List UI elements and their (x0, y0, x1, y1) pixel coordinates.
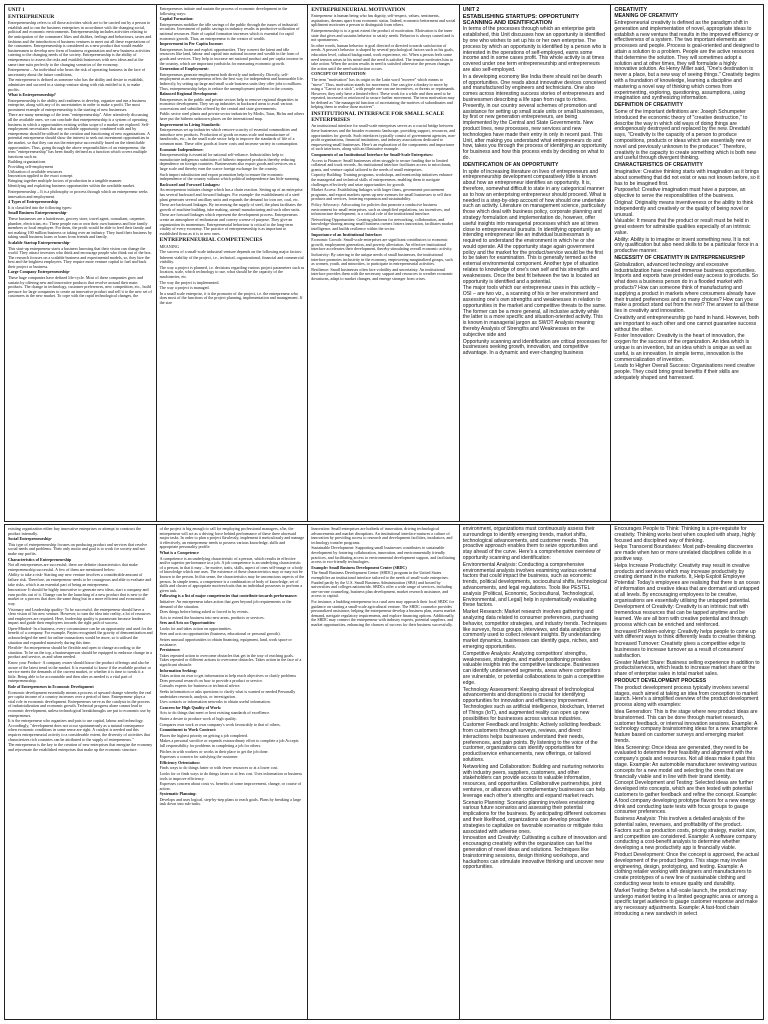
paragraph: Identifying and exploiting business opportunities within the available market. (8, 183, 135, 189)
paragraph: Entrepreneurs initiate and sustain the process of economic development in the following ways: (159, 6, 288, 16)
paragraph: Scenario Planning: Scenario planning involves envisioning various future scenarios and assessing their potential implications for the business. By anticipating different outcomes and their likelihood, organizations can develop proactive strategies to capitalize on favorable scenarios or mitigate risks associated with adverse ones. (462, 799, 606, 835)
bottom-half (4, 524, 764, 1020)
paragraph: Market Testing: Before a full-scale launch, the product may undergo market testing in a limited geographic area or among a specific target audience to gauge customer response and make any necessary adjustments. Example: A fast-food chain introducing a new sandwich in select (614, 887, 758, 917)
paragraph: The entrepreneur is the key to the creation of new enterprises that energize the economy and rejuvenate the established enterprises that make up the economic structure. (8, 742, 153, 752)
paragraph: Expresses a concern for satisfying the customer. (159, 754, 239, 760)
paragraph: Increased Turnover: Creativity gives a competitive edge to businesses to increase turnover as a result of consumers' satisfaction. (614, 641, 746, 659)
paragraph: These businesses are a hairdresser, grocery store, travel agent, consultant, carpenter, plumber, electrician, etc. These people run or own their own business and hire family members or local employee. For them, the profit would be able to feed their family and not making 100 million business or taking over an industry. They fund their business by taking small business loans or loans from friends and family. (8, 215, 152, 240)
paragraph: Uses contacts or information networks to obtain useful information. (159, 699, 271, 705)
subheading: Persistence: (159, 647, 181, 653)
subheading: Concern for High Quality of Work: (159, 704, 222, 710)
subheading: MEANING OF CREATIVITY (614, 13, 679, 20)
paragraph: Entrepreneurial creativity is defined as the paradigm shift in generation and implementation of novel, appropriate ideas to establish a new venture that results in the improved efficiency or effectiveness of a system. The two important elements are processes and people. Process is goal-oriented and designed to attain a solution to a problem. People are the active resources that determine the solution. They will sometimes adopt a solution and at other times, they will formulate a highly innovative solution. As Henry Miller said, "One's destination is never a place, but a new way of seeing things." Creativity begins with a foundation of knowledge, learning a discipline and mastering a novel way of thinking which comes from experimenting, exploring, questioning, assumptions, using imagination and synthesizing information. (614, 20, 760, 102)
paragraph: Places the highest priority on getting a job completed. (159, 732, 248, 738)
paragraph: Valuable: It means that the product or result must be held in great esteem for admirable qualities especially of an intrinsic value. (614, 218, 751, 236)
subheading: Scalable Startup Entrepreneurship- (8, 239, 71, 245)
paragraph: environment, organizations must continuously assess their surroundings to identify emerging trends, market shifts, technological advancements, and customer needs. This proactive approach enables them to seize opportunities and stay ahead of the curve. Here's a comprehensive overview of opportunity scanning and identification: (462, 526, 601, 561)
subheading: Commitment to Work Contract: (159, 727, 217, 733)
paragraph: The major tools which our entrepreneur uses in this activity – OSI – are two viz., a scanning of his or her environment and assessing one's own strengths and weaknesses in relation to opportunities in the market and competitive threats to the same. The former can be a more general, all inclusive activity while the latter is a more specific and situation-oriented activity. This is known in managerial jargon as SWOT Analysis meaning thereby Analysis of Strengths and Weaknesses on the subjective side and (462, 285, 607, 338)
paragraph: Customer Feedback and Insights: Actively soliciting feedback from customers through surveys, reviews, and direct interactions helps businesses understand their needs, preferences, and pain points. By listening to the voice of the customer, organizations can identify opportunities for product/service enhancements, new offerings, or tailored solutions. (462, 722, 601, 764)
paragraph: These huge companies have defined life-cycle. Most of these companies grow and sustain by offering new and innovative products that revolve around their main products. The change in technology, customer preferences, new competition, etc., build pressure for large companies to create an innovative product and sell it to the new set of customers in the new market. To cope with the rapid technological changes, the (8, 275, 152, 299)
paragraph: Technology Assessment: Keeping abreast of technological advancements and disruptions is crucial for identifying opportunities for innovation and efficiency improvement. Technologies such as artificial intelligence, blockchain, Internet of Things (IoT), and augmented reality can open up new possibilities for businesses across various industries. (462, 686, 605, 722)
subheading: What is a Competence (159, 549, 199, 555)
paragraph: Pitches in with workers or works in their place to get the job done. (159, 748, 269, 754)
subheading: Example: Small Business Development Center (SBDC) (311, 564, 407, 570)
paragraph: Economic Growth: Small-scale enterprises are significant contributors to economic growth, employment generation, and poverty alleviation. An effective institutional interface accelerates their development, thereby stimulating overall economic activity. (311, 237, 453, 252)
paragraph: Environmental Analysis: Conducting a comprehensive environmental analysis involves examining various external factors that could impact the business, such as economic trends, political developments, sociocultural shifts, technological advancements, and legal regulations. Tools like PESTEL analysis (Political, Economic, Sociocultural, Technological, Environmental, and Legal) help in systematically evaluating these factors. (462, 561, 607, 609)
subheading: IDENTIFICATION OF AN OPPORTUNITY (462, 161, 559, 168)
paragraph: Greater Market Share: Business selling experience in addition to products/services, which leads to increase market share or the share of enterprise sales in total market sales. (614, 659, 760, 678)
paragraph: Know your Product- A company owner should know the product offerings and also be aware of the latest trend in the market. It is essential to know if the available product or service meets the demands of the current market, or whether it is time to tweak it a little. Being able to be accountable and then alter as needed is a vital part of entrepreneurship. (8, 660, 152, 684)
paragraph: In a developing economy like India there should not be dearth of opportunities. One reads about innovative devices conceived and manufactured by engineers and technicians. One also comes across interesting success stories of entrepreneurs and businessmen describing a life span from rags to riches. Presently, in our country several schemes of promotion and assistance for setting up small scale units or small businesses, by first or new generation entrepreneurs, are being implemented by the Central and State Governments. New product lines, new processes, new services and new technologies have made their entry in only in recent past. This Unit, after making you understand what entrepreneurs do and how, takes you through the process of identifying an opportunity for business and how this process ends by deciding on what to do. (462, 73, 607, 161)
subheading: CONCEPT OF MOTIVATION (311, 71, 366, 77)
subheading: Generation of Employment: (159, 66, 209, 72)
paragraph: Increased Problem-solving: Creativity helps people to come up with different ways to think differently leads to creative thinking. (614, 628, 757, 641)
paragraph: States a desire to produce work of high quality. (159, 715, 237, 721)
paragraph: Consults experts for business or technical advice. (159, 683, 241, 689)
top-half (4, 4, 764, 522)
subheading: Role of Entrepreneurs in Economic Development (8, 684, 94, 689)
top-column-1 (5, 5, 157, 521)
top-column-2 (157, 5, 309, 521)
paragraph: Takes repeated action to overcome obstacles that get in the way of reaching goals. Takes repeated or different actions to overcome obstacles. Takes action in the face of a significant obstacle. (159, 652, 302, 668)
paragraph: Expresses concern about costs vs. benefits of some improvement, change, or course of action. (159, 781, 302, 791)
paragraph: Entrepreneurship is essential for national self-reliance. Industrialists help to manufacture indigenous substitutes of hitherto imported products thereby reducing dependence on foreign countries. Businessmen also export goods and services on a large scale and thereby earn the scarce foreign exchange for the country. (159, 152, 296, 171)
paragraph: It is classified into the following types: (8, 204, 72, 210)
bottom-column-2 (157, 525, 309, 1019)
paragraph: Capacity Building: Training programs, workshops, and mentorship initiatives enhance the managerial and technical skills of entrepreneurs, enabling them to navigate challenges effectively and seize opportunities for growth. (311, 172, 453, 187)
paragraph: Market Research: Market research involves gathering and analyzing data related to consumer preferences, purchasing behavior, competitor strategies, and industry trends. Techniques like surveys, focus groups, interviews, and data analytics are commonly used to collect relevant insights. By understanding market dynamics, businesses can identify gaps, niches, and emerging opportunities. (462, 609, 607, 650)
subheading: Characteristics of Entrepreneurship (8, 556, 72, 562)
paragraph: Resilience: Small businesses often face volatility and uncertainty. An institutional interface provides them with the necessary support and resources to weather economic downturns, adapt to market changes, and emerge stronger from crises. (311, 266, 453, 281)
subheading: Improvement in Per Capita Income: (159, 41, 224, 47)
subheading: Social Entrepreneurship- (8, 536, 53, 542)
paragraph: Entrepreneurs locate and exploit opportunities. They convert the latent and idle resources like land, labour and capital into national income and wealth in the form of goods and services. They help to increase net national product and per capita income in the country, which are important yardsticks for measuring economic growth. (159, 46, 303, 66)
section-title: ENTREPRENEUR (8, 14, 55, 20)
paragraph: Foster Innovation: Creativity is the heart of innovation, the oxygen for the success of the organization. An idea which is unique is an invention, but an idea which is unique as well as useful, is an innovation. In simple terms, innovation is the commercialization of invention. (614, 333, 752, 363)
subheading: What is Entrepreneurship? (8, 92, 56, 98)
paragraph: Innovation and Creativity: Cultivating a culture of innovation and encouraging creativity within the organization can fuel the generation of novel ideas and solutions. Techniques like brainstorming sessions, design thinking workshops, and hackathons can stimulate innovative thinking and uncover new opportunities. (462, 835, 607, 871)
paragraph: Concept Development and Testing: Selected ideas are further developed into concepts, which are then tested with potential customers to gather feedback and refine the concept. Example: A food company developing prototype flavors for a new energy drink and conducting taste tests with focus groups to gauge consumer preferences. (614, 780, 758, 816)
unit-label: UNIT 1 (8, 7, 25, 13)
paragraph: The term "motivation" has its origin in the Latin word "movere" which means to "move". Thus, motivation stands for movement. One can give a donkey to move by using a "Carrot or a stick", with people one can use incentives, or threats or reprimands. However, they only have a limited effect. These work for a while and then need to be repeated, increased or reinforced to secure further movement. The term motivation may be defined as "the managerial function of ascertaining the motives of subordinates and helping them to realise those motives". (311, 76, 456, 110)
paragraph: Entrepreneurs set up industries which remove scarcity of essential commodities and introduce new products. Production of goods on mass scale and manufacture of handicrafts, etc., in the small scale sector help to improve the standards of life of a common man. These offer goods at lower costs and increase variety in consumption. (159, 127, 299, 147)
paragraph: The way a project is managed. (159, 285, 210, 291)
paragraph: An entrepreneur initiates change which has a chain reaction. Setting up of an enterprise has several backward and forward linkages. For example- the establishment of a steel plant generates several ancillary units and expands the demand for iron ore, coal, etc. (159, 187, 303, 202)
paragraph: Globalization, advanced technology and excessive industrialization have created immense business opportunities. Imports and exports have provided easy access to products. So what does a business person do in a flooded market with products? How can someone think of manufacturing and supplying a product in markets where consumers already have their trusted preferences and so many choices? How can you make a product stand out from the rest? The answer to all these lies in creativity and innovation. (614, 261, 759, 315)
paragraph: Product Development: Once the concept is approved, the actual development of the product begins. This stage may involve engineering, design, prototyping, and testing. Example: A clothing retailer working with designers and manufacturers to create prototypes of a new line of sustainable clothing and conducting wear tests to ensure quality and durability. (614, 852, 759, 888)
paragraph: In spite of increasing literature on lives of entrepreneurs and entrepreneurship development comparatively little is known about how an entrepreneur identifies an opportunity. It is, therefore, somewhat difficult to state in any categorical manner as to how an enterprising entrepreneur should proceed. What is needed is a step-by-step account of how should one undertake such an activity. Literature on management science, particularly those which deal with business policy, corporate planning and strategy formulation and implementation do, however, offer useful insights into managerial processes which are at times close to entrepreneurial pursuits. In identifying opportunity an intending entrepreneur like an individual businessman is required to understand the environment in which he or she would operate. All the opportunity stage again government policy and the market for the product/service would be the first to be taken for examination. This is generally termed as the external environmental component. Another type of situation relates to knowledge of one's own self and his strengths and weaknesses. Once the best fit between the two is located an opportunity is identified and a potential. (462, 168, 607, 285)
paragraph: Takes action on own to get information to help reach objectives or clarify problems Does personal research on how to provide a product or service. (159, 673, 297, 683)
subheading: Backward and Forward Linkages: (159, 181, 220, 187)
paragraph: This start-up entrepreneur starts a business knowing that their vision can change the world. They attract investors who think and encourage people who think out of the box. The research focuses on a scalable business and experimental models, so, they hire the best and the brightest employees. They require more venture capital to fuel and back their project or business. (8, 245, 152, 269)
top-column-3 (308, 5, 460, 521)
subheading: Efficiency Orientation: (159, 759, 200, 765)
paragraph: Development of Creativity: Creativity is an intrinsic trait with tremendous resources that can be tapped anytime and be learned. We are all born with creative potential and through process which can be enriched and reinforced. (614, 604, 749, 628)
paragraph: Market Access: Establishing linkages with larger firms, government procurement programs, and export markets opens up new avenues for small businesses to sell their products and services, fostering expansion and sustainability. (311, 187, 452, 202)
paragraph: Develops and uses logical, step-by-step plans to reach goals. Plans by breaking a large task down into sub-tasks. (159, 796, 302, 807)
paragraph: Opportunity scanning and identification are critical processes for businesses seeking growth, innovation, and competitive advantage. In a dynamic and ever-changing business (462, 338, 608, 357)
paragraph: Encourages People to Think: Thinking is a pre-requisite for creativity. Thinking works best when coupled with sharp, highly focused and disciplined way of thinking. (614, 526, 756, 544)
paragraph: Idea Generation: This is the stage where new product ideas are brainstormed. This can be done through market research, customer feedback, or internal innovation sessions. Example: A technology company brainstorming ideas for a new smartphone feature based on customer surveys and emerging market trends. (614, 708, 758, 744)
paragraph: Sees and acts on opportunities (business, educational or personal growth). (159, 631, 281, 637)
subheading: Importance of an Institutional Interface: (311, 231, 383, 237)
paragraph: Entrepreneurs generate employment both directly and indirectly. Directly, self-employment as an entrepreneur offers the best way for independent and honourable life. Indirectly, by setting up large and small scale business units they offer jobs to millions. Thus, entrepreneurship helps to reduce the unemployment problem in the country. (159, 71, 304, 91)
subheading: 4 Types of Entrepreneurship (8, 199, 58, 205)
section-title: ENTREPRENEURIAL MOTIVATION (311, 7, 406, 13)
paragraph: Helps Transcend Boundaries: Most path-breaking discoveries are made when two or more unrelated disciplines collide in a positive way. (614, 544, 754, 562)
paragraph: Looks for and takes action on opportunities. (159, 625, 232, 631)
paragraph: Building organizations Providing self-employment Utilization of available resources Innovation applied to the exact concept Bringing together multiple factors of production in a tangible manner (8, 159, 122, 183)
paragraph: Helps Increase Productivity: Creativity may result in creative products and services which may increase productivity by creating demand in the markets. It, Help Exploit Employee Potential: Today's employees are realising that there is an ocean of information and creative ideas that are dormant and untapped at all levels. By encouraging employees to be creative, organisations are essentially utilising the untapped potential. (614, 562, 760, 604)
paragraph: Acts to do things that meet or beat existing standards of excellence. (159, 710, 271, 716)
subheading: CHARACTERISTICS OF CREATIVITY (614, 162, 703, 169)
paragraph: Entrepreneurship – It is a philosophy or process through which an entrepreneur seeks innovation and employment. (8, 188, 148, 199)
paragraph: Creativity and entrepreneurship go hand in hand. However, both are important to each other and one cannot guarantee success without the other. (614, 315, 759, 333)
paragraph: Flexible- An entrepreneur should be flexible and open to change according to the situation. To be on the top, a businessperson should be equipped to embrace change in a product and service, as and when needed. (8, 645, 152, 660)
paragraph: There are many meanings of the term "entrepreneurship". After attentively discussing all the available ones, we can conclude that entrepreneurship is a system of operating business in which a opportunities existing within scope of a market are explored. Self-employment necessitates that any available opportunity combined with and by entrepreneur should be utilised in the creation and functioning of new organizations. A potential entrepreneur should show the interest to seek out investment opportunities in the market, so that they can run the enterprise successfully based on the identifiable opportunities. Thus, going through the above responsibilities of an entrepreneur, the term "entrepreneurship" has been finally defined as a function which covers multiple functions such as: (8, 112, 150, 159)
top-column-5 (611, 5, 763, 521)
subheading: Capital Formation: (159, 16, 194, 22)
paragraph: Acts to extend the business into new areas, products or services. (159, 614, 265, 620)
paragraph: Sustainable Development: Supporting small businesses contributes to sustainable development by fostering collaboration, innovation, and environmentally friendly practices, and facilitating access to environmental development support, and facilitating access to eco-friendly technologies. (311, 545, 455, 565)
paragraph: The way a project is planned, i.e. decisions regarding various project parameters such as location, scale, which technology to use, what should be the capacity of the machineries, etc. (159, 264, 305, 280)
paragraph: Imaginative: Creative thinking starts with imagination as it brings about something that did not exist or was not known before, so it has to be imagined first. (614, 168, 760, 187)
paragraph: Purposeful: Creative imagination must have a purpose, an objective to serve the responsibilities of the business. (614, 187, 746, 200)
paragraph: Compares own work or own company's work favourably to that of others. (159, 721, 281, 727)
paragraph: Ability to take a risk- Starting any new venture involves a considerable amount of failure risk. Therefore, an entrepreneur needs to be courageous and able to evaluate and take risks, which is an essential part of being an entrepreneur. (8, 572, 152, 587)
top-column-4 (460, 5, 612, 521)
paragraph: Not all entrepreneurs are successful; there are definite characteristics that make entrepreneurship successful. A few of them are mentioned below: (8, 562, 138, 572)
paragraph: The success of a small-scale industrial venture depends on the following major factors: (159, 249, 303, 255)
section-title: ESTABLISHING STARTUPS: OPPORTUNITY SCANNING AND IDENTIFICATION (462, 14, 580, 27)
paragraph: Leads to Higher Overall Success: Organisations need creative people. They could bring great benefits if their skills are adequately shaped and harnessed. (614, 363, 755, 382)
paragraph: Seeks information or asks questions to clarify what is wanted or needed Personally undertakes research, analysis, or investigation. (159, 689, 296, 699)
bottom-column-1 (5, 525, 157, 1019)
paragraph: existing organization either buy innovative enterprises or attempt to construct the product internally. (8, 526, 141, 536)
paragraph: The way the project is implemented. (159, 279, 220, 285)
subheading: NECESSITY OF CREATIVITY IN ENTREPRENEURSHIP (614, 255, 745, 262)
paragraph: Entrepreneurs in the public and private sectors help to remove regional disparities in economic development. They set up industries in backward areas to avail various concessions and subsidies offered by the central and state governments. (159, 96, 298, 111)
paragraph: Inherent viability of the project, i.e., technical, organizational, financial and commercial viability. (159, 254, 304, 265)
paragraph: Finds ways to do things faster or with fewer resources or at a lower cost. (159, 765, 279, 771)
paragraph: The product development process typically involves several stages, each aimed at taking an idea from conception to market launch. Here's a simplified overview of the product development process along with examples: (614, 684, 759, 709)
subheading: DEFINITION OF CREATIVITY (614, 102, 684, 109)
paragraph: The entrepreneur is defined as someone who has the ability and desire to establish, administer and succeed in a startup venture along with risk entitled to it, to make profits. (8, 77, 144, 92)
subheading: Following is a list of major competencies that contribute towards performance: (159, 593, 298, 599)
subheading: PRODUCT DEVELOPMENT PROCESS (614, 677, 707, 684)
paragraph: Original: Originality means inventiveness or the ability to think independently and creatively or the quality of being novel or unusual. (614, 199, 754, 218)
paragraph: Public sector steel plants and private sector industries by Modis, Tatas, Birlas and others have put the hitherto unknown places on the international map. (159, 111, 305, 122)
paragraph: of the project is big enough to call for employing professional managers, s/he, the entrepreneur will act as a driving force behind performance of these three aforesaid major tasks. In order to plan a project flawlessly, implement it meticulously and manage it effectively, an entrepreneur needs to possess various knowledge, skills and appropriate personality profile. (159, 526, 305, 550)
subheading: Balanced Regional Development: (159, 91, 218, 97)
paragraph: Entrepreneurship is to a great extent the product of motivation. Motivation is the inner state that gives and sustains behavior to satisfy needs. Behavior is always caused and is not spontaneous. (311, 27, 455, 43)
paragraph: Such import substitution and export promotion help to ensure the economic independence of the country without which political independence has little meaning. (159, 171, 300, 182)
paragraph: Seizes unusual opportunities to obtain financing, equipment, land, work space or assistance. (159, 637, 292, 647)
paragraph: Entrepreneurship is the ability and readiness to develop, organize and run a business enterprise, along with any of its uncertainties in order to make a profit. The most prominent example of entrepreneurship is the starting of new businesses. (8, 97, 147, 112)
paragraph: This type of entrepreneurship focuses on producing product and services that resolve social needs and problems. Their only motto and goal is to work for society and not make any profits. (8, 541, 148, 556)
paragraph: In other words, human behavior is goal directed or directed towards satisfaction of needs. A person's behavior is shaped by several psychological factors such as his goals, education level, cultural background, work experience, etc. When a person feels some need tension arises in his mind until the need is satisfied. The tension motivates him to take action. When the action results in need is satisfied otherwise the person changes the action until the need satisfaction occurs. (311, 42, 454, 71)
paragraph: Innovation: Small enterprises are hotbeds of innovation, driving technological advancements and market disruptions. An institutional interface nurtures a culture of innovation by providing access to research and development facilities, incubators, and technology transfer programs. (311, 526, 453, 545)
paragraph: Entrepreneurship refers to all those activities which are to be carried out by a person to establish and to run the business enterprises in accordance with the changing social, political and economic environments. Entrepreneurship includes activities relating to the anticipation of the consumers' likes and dislikes, feelings and behaviours, tastes and fashions and the introduction of business ventures to meet out all these expectations of the consumers. Entrepreneurship is considered as a new product that would enable businessmen to develop new form of business organization and new business activities catering to the changing needs of the society. Entrepreneurship is the ability of entrepreneurs to assess the risks and establish businesses with new ideas and at the same time suits perfectly to the changing scenarios of the economy. (8, 20, 152, 67)
paragraph: It is the entrepreneur who organizes and puts to use capital, labour and technology. Accordingly, "development does not occur spontaneously as a natural consequence when economic conditions in some sense are right. A catalyst is needed and this requires entrepreneurial activity to a considerable extent, the diversity of activities that characterizes rich countries can be attributed to the supply of entrepreneurs." (8, 718, 150, 742)
paragraph: An institutional interface for small-scale enterprises serves as a crucial bridge between these businesses and the broader economic landscape, providing support, resources, and opportunities for growth. Such interfaces typically consist of government agencies, non-profit organizations, financial institutions, and industry associations dedicated to empowering small businesses. Here's an exploration of the components and importance of such interfaces, along with an illustrative example. (311, 123, 456, 152)
paragraph: The Small Business Development Center (SBDC) program in the United States exemplifies an institutional interface tailored to the needs of small-scale enterprises. Funded partly by the U.S. Small Business Administration (SBA) and hosted by universities and colleges nationwide, SBDCs offer a wide range of services, including one-on-one counseling, business plan development, market research assistance, and access to capital. (311, 570, 452, 599)
bottom-column-4 (460, 525, 612, 1019)
paragraph: Entrepreneur is human being who has dignity, self-respect, values, sentiments, aspirations, dreams apart from economic status. Indeed, economic betterment and social upliftment motivates a person to distinguish from others. (311, 13, 456, 28)
paragraph: MEANING (159, 243, 179, 249)
paragraph: Makes a personal sacrifice or expends extraordinary effort to complete a job Accepts full responsibility for problems in completing a job for others. (159, 738, 299, 748)
paragraph: Business Analysis: This involves a detailed analysis of the potential sales, revenues, and profitability of the product. Factors such as production costs, pricing strategy, market size, and competition are considered. Example: A software company conducting a cost-benefit analysis to determine whether developing a new productivity app is financially viable. (614, 816, 757, 852)
subheading: Components of an Institutional Interface for Small-Scale Enterprises: (311, 152, 433, 158)
section-title: INSTITUTIONAL INTERFACE FOR SMALL SCALE ENTERPRISES (311, 111, 445, 124)
subheading: Improvement in Living Standards: (159, 121, 221, 127)
paragraph: Policy Advocacy: Advocating for policies that promote a conducive business environment for small enterprises, such as simplified regulations, tax incentives, and infrastructure development, is a critical role of the institutional interface. (311, 201, 450, 217)
paragraph: Innovation- It should be highly innovative to generate new ideas, start a company and earn profits out of it. Change can be the launching of a new product that is new to the market or a process that does the same thing but in a more efficient and economical way. (8, 587, 149, 606)
paragraph: Initiative: An entrepreneur takes action that goes beyond job requirements or the demand of the situation. (159, 598, 292, 609)
paragraph: Idea Screening: Once ideas are generated, they need to be evaluated to determine their feasibility and alignment with the company's goals and resources. Not all ideas make it past this stage. Example: An automobile manufacturer reviewing various concepts for a new model and selecting the ones that are financially viable and in line with their brand identity. (614, 744, 757, 780)
paragraph: Competitive Analysis: Analyzing competitors' strengths, weaknesses, strategies, and market positioning provides valuable insights into the competitive landscape. Businesses can identify underserved segments, areas where competitors are vulnerable, or potential collaborations to gain a competitive edge. (462, 650, 605, 686)
paragraph: In terms of the processes through which an enterprise gets established, this Unit discusses how an opportunity is identified by one who wishes to set up his or her own enterprise. The process by which an opportunity is identified by a person who is interested in the operations of self-employed, earns some income and in some cases profit. This whole activity is at times covered under one term entrepreneurship and entrepreneurs are also self-employed. (462, 26, 607, 73)
paragraph: For instance, a budding entrepreneur in a rural area may approach their local SBDC for guidance on starting a small-scale agricultural venture. The SBDC counselor provides personalized assistance, helping the entrepreneur develop a business plan, assess market demand, navigate regulatory requirements, and explore financing options. Additionally, the SBDC may connect the entrepreneur with industry experts, potential suppliers, and market opportunities, enhancing the chances of success for their business successfully. (311, 598, 456, 627)
bottom-column-3 (308, 525, 460, 1019)
paragraph: Access to Finance: Small businesses often struggle to secure funding due to limited collateral and track records. An institutional interface facilitates access to microloans, grants, and venture capital tailored to the needs of small enterprises. (311, 157, 452, 172)
bottom-column-5 (611, 525, 763, 1019)
paragraph: In a small scale enterprise, it is the promoter of the project, i.e. the entrepreneur who does most of the functions of the project planning, implementation and management. If the size (159, 290, 303, 306)
subheading: Sees and Acts on Opportunities: (159, 620, 216, 626)
paragraph: Inclusivity: By catering to the unique needs of small businesses, the institutional interface promotes inclusivity in the economy, empowering marginalized groups, such as women, youth, and minorities, to participate in entrepreneurial activities. (311, 251, 453, 267)
subheading: Large Company Entrepreneurship- (8, 269, 71, 275)
paragraph: These are backward linkages. By increasing the supply of steel, the plant facilitates the growth of machine building, tube making, utensil manufacturing and such other units. (159, 202, 302, 212)
paragraph: Some of the important definitions are: Joseph Schumpeter introduced the economic theory of "creative destruction," to describe the way in which old ways of doing things are endogenously destroyed and replaced by the new. Drevdahl says, "Creativity is the capacity of a person to produce compositions, products or ideas which are essentially new or novel and previously unknown to the producer." Therefore, creativity is the capacity to create something which is both new and useful through divergent thinking. (614, 108, 756, 162)
section-title: ENTREPRENEURIAL COMPETENCIES (159, 237, 263, 244)
subheading: Systematic Planning: (159, 791, 197, 797)
paragraph: Entrepreneurs mobilize the idle savings of the public through the issues of industrial securities. Investment of public savings in industry results in productive utilization of national resources. Rate of capital formation increases which is essential for rapid economic growth. Thus, an entrepreneur is the creator of wealth. (159, 21, 300, 41)
paragraph: Economic development essentially means a process of upward change whereby the real per capita income of a country increases over a period of time. Entrepreneur plays a vital role in economic development. Entrepreneurs serve as the catalysts in the process of industrialization and economic growth. Technical progress alone cannot lead to economic development, unless technological breakthroughs are put to economic use by entrepreneurs. (8, 689, 152, 718)
paragraph: Networking and Collaboration: Building and nurturing networks with industry peers, suppliers, customers, and other stakeholders can provide access to valuable information, resources, and opportunities. Collaborative partnerships, joint ventures, or alliances with complementary businesses can help leverage each other's strengths and expand market reach. (462, 763, 606, 799)
paragraph: Looks for or finds ways to do things faster or at less cost. Uses information or business tools to improve efficiency. (159, 770, 303, 781)
paragraph: A competence is an underlying characteristic of a person, which results in effective and/or superior performance in a job. A job competence is an underlying characteristic of a person, in that it may – be motive, traits, skills, aspect of ones self-image or a body of knowledge which one uses. The existence of these characteristics may or may not be known to the person. In this sense, the characteristics may be unconscious aspects of the person. In simple terms, a competence is a combination of body of knowledge, set of skills and cluster of appropriate motives/traits that an individual possesses to perform a given task. (159, 555, 305, 593)
paragraph: These are forward linkages which represent the development process. Entrepreneurs create an atmosphere of enthusiasm and convey a sense of purpose. They give an organization its momentum. Entrepreneurial behaviour is critical to the long-term vitality of every economy. The practice of entrepreneurship is as important to established firms as it is to new ones. (159, 212, 298, 236)
paragraph: Does things before being asked or forced to by events. (159, 609, 249, 615)
notes-sheet (4, 4, 764, 1020)
section-title: CREATIVITY (614, 7, 648, 13)
subheading: Economic Independence: (159, 146, 204, 152)
subheading: Information Seeking: (159, 667, 198, 673)
unit-label: UNIT 2 (462, 7, 480, 13)
paragraph: Open-Minded- In a business, every circumstance can be an opportunity and used for the benefit of a company. For example, Paytm recognised the gravity of demonetization and acknowledged the need for online transactions would be more, so it utilised the situation and expanded massively during this time. (8, 625, 153, 645)
paragraph: Visionary and Leadership quality- To be successful, the entrepreneur should have a clear vision of his new venture. However, to turn the idea into reality, a lot of resources and employees are required. Here, leadership quality is paramount because leaders impart and guide their employees towards the right path of success. (8, 606, 151, 626)
paragraph: Entrepreneur – An individual who bears the risk of operating business in the face of uncertainty about the future conditions. (8, 67, 146, 77)
paragraph: Networking Opportunities: Creating platforms for networking, collaboration, and knowledge-sharing among small business owners fosters innovation, facilitates market intelligence, and builds resilience within the sector. (311, 216, 454, 231)
paragraph: Ability: Ability is to imagine or invent something new. It is not only qualification but also need skills to be a particular force in a productive manner. (614, 236, 759, 255)
subheading: Small Business Entrepreneurship- (8, 210, 68, 216)
